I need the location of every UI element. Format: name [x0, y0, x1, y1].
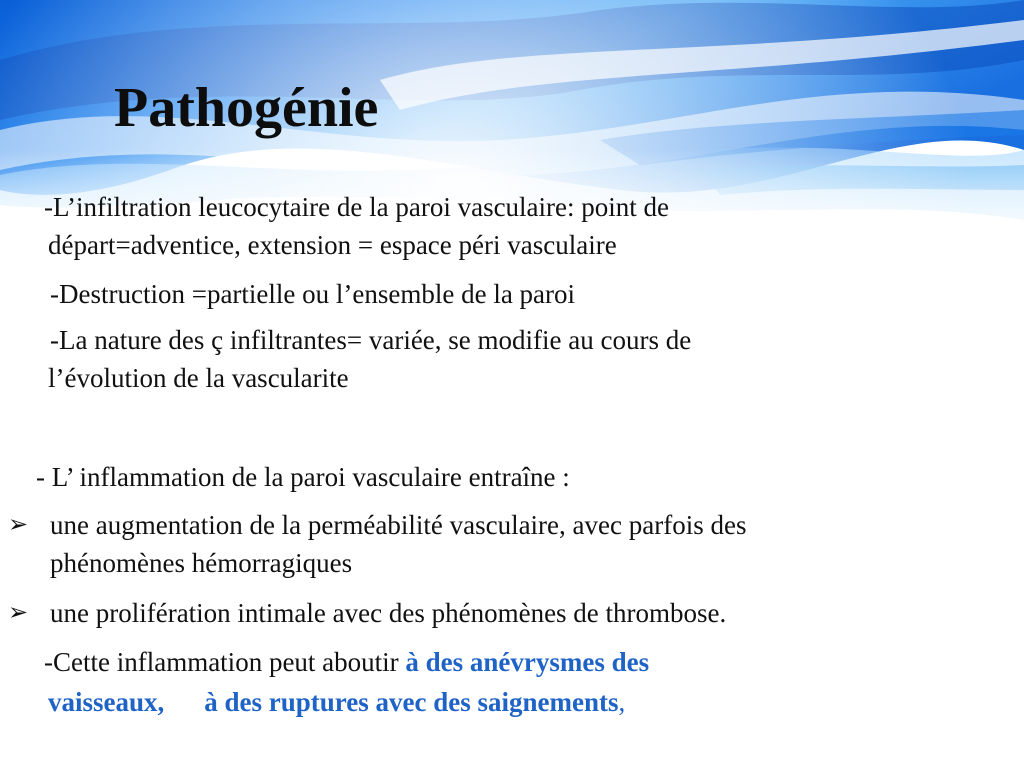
- paragraph-1-line-1: -L’infiltration leucocytaire de la paroi vasculaire: point de: [44, 192, 670, 222]
- paragraph-5-highlight-1: à des anévrysmes des: [405, 647, 650, 677]
- paragraph-5-highlight-3: à des ruptures avec des saignements: [204, 687, 619, 717]
- paragraph-5-highlight-2: vaisseaux,: [48, 687, 165, 717]
- paragraph-5-line-2: [48, 683, 625, 721]
- paragraph-5-prefix: -Cette inflammation peut aboutir: [44, 647, 406, 677]
- paragraph-5-suffix: ,: [618, 687, 626, 717]
- paragraph-4: - L’ inflammation de la paroi vasculaire entraîne :: [36, 462, 570, 492]
- bullet-1-line-1: une augmentation de la perméabilité vasculaire, avec parfois des: [50, 510, 747, 540]
- paragraph-2: -Destruction =partielle ou l’ensemble de la paroi: [50, 279, 576, 309]
- bullet-1-line-2: phénomènes hémorragiques: [50, 548, 353, 578]
- paragraph-3-line-1: -La nature des ç infiltrantes= variée, se modifie au cours de: [50, 325, 692, 355]
- paragraph-3-line-2: l’évolution de la vascularite: [48, 363, 349, 393]
- arrow-bullet-icon: ➢: [8, 600, 29, 626]
- paragraph-5-line-1: [44, 643, 649, 681]
- bullet-2: une prolifération intimale avec des phénomènes de thrombose.: [50, 598, 727, 628]
- paragraph-1-line-2: départ=adventice, extension = espace péri vasculaire: [48, 230, 617, 260]
- arrow-bullet-icon: ➢: [8, 512, 29, 538]
- slide-title: Pathogénie: [114, 77, 379, 139]
